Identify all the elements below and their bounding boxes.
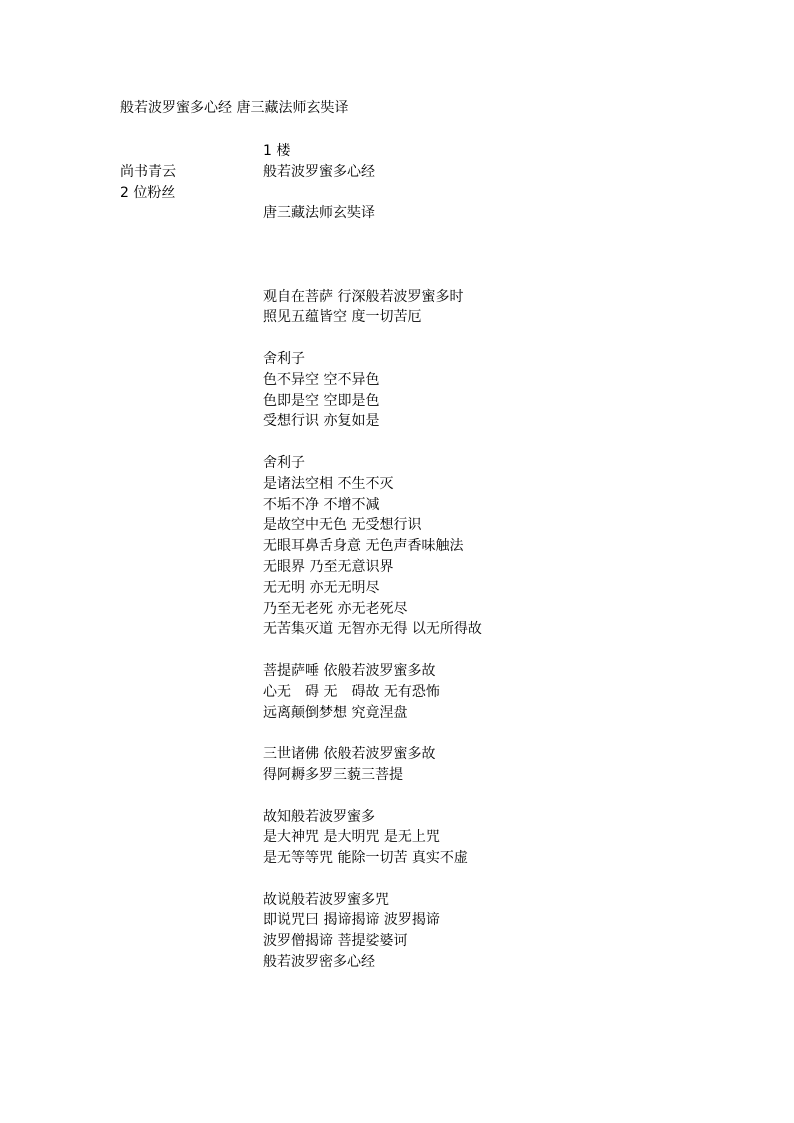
sutra-line: 不垢不净 不增不减 bbox=[263, 496, 380, 513]
document-title: 般若波罗蜜多心经 唐三藏法师玄奘译 bbox=[120, 100, 349, 116]
author-panel bbox=[120, 162, 176, 204]
sutra-line: 是故空中无色 无受想行识 bbox=[263, 517, 422, 534]
sutra-line: 受想行识 亦复如是 bbox=[263, 413, 380, 430]
sutra-line: 色即是空 空即是色 bbox=[263, 392, 380, 409]
sutra-line: 三世诸佛 依般若波罗蜜多故 bbox=[263, 746, 436, 763]
spacer bbox=[263, 224, 482, 245]
post-content bbox=[263, 141, 482, 973]
sutra-line: 无眼耳鼻舌身意 无色声香味触法 bbox=[263, 538, 464, 555]
sutra-line: 即说咒曰 揭谛揭谛 波罗揭谛 bbox=[263, 912, 440, 929]
sutra-line: 色不异空 空不异色 bbox=[263, 371, 380, 388]
author-name[interactable]: 尚书青云 bbox=[120, 164, 176, 180]
sutra-line: 无无明 亦无无明尽 bbox=[263, 579, 380, 596]
stanza-gap bbox=[263, 869, 482, 890]
sutra-line: 照见五蕴皆空 度一切苦厄 bbox=[263, 309, 422, 326]
sutra-line: 波罗僧揭谛 菩提娑婆诃 bbox=[263, 933, 408, 950]
floor-number: 1 楼 bbox=[263, 143, 291, 159]
stanza-gap bbox=[263, 432, 482, 453]
author-fans-count: 2 位粉丝 bbox=[120, 185, 176, 201]
stanza-gap bbox=[263, 640, 482, 661]
stanza-gap bbox=[263, 786, 482, 807]
sutra-line: 故说般若波罗蜜多咒 bbox=[263, 891, 389, 908]
post-translator: 唐三藏法师玄奘译 bbox=[263, 205, 375, 222]
sutra-line: 无苦集灭道 无智亦无得 以无所得故 bbox=[263, 621, 482, 638]
sutra-line: 无眼界 乃至无意识界 bbox=[263, 558, 394, 575]
sutra-line: 心无 碍 无 碍故 无有恐怖 bbox=[263, 683, 440, 700]
spacer bbox=[263, 245, 482, 266]
sutra-line: 乃至无老死 亦无老死尽 bbox=[263, 600, 408, 617]
sutra-line: 故知般若波罗蜜多 bbox=[263, 808, 375, 825]
sutra-line: 是诸法空相 不生不灭 bbox=[263, 475, 394, 492]
stanza-gap bbox=[263, 328, 482, 349]
sutra-line: 般若波罗密多心经 bbox=[263, 954, 375, 971]
sutra-line: 观自在菩萨 行深般若波罗蜜多时 bbox=[263, 288, 464, 305]
post-heading: 般若波罗蜜多心经 bbox=[263, 163, 375, 180]
sutra-line: 舍利子 bbox=[263, 350, 305, 367]
sutra-line: 是大神咒 是大明咒 是无上咒 bbox=[263, 829, 440, 846]
spacer bbox=[263, 183, 482, 204]
sutra-line: 舍利子 bbox=[263, 454, 305, 471]
stanza-gap bbox=[263, 723, 482, 744]
sutra-line: 是无等等咒 能除一切苦 真实不虚 bbox=[263, 850, 468, 867]
sutra-line: 菩提萨唾 依般若波罗蜜多故 bbox=[263, 662, 436, 679]
sutra-line: 远离颠倒梦想 究竟涅盘 bbox=[263, 704, 408, 721]
sutra-line: 得阿耨多罗三藐三菩提 bbox=[263, 766, 403, 783]
spacer bbox=[263, 266, 482, 287]
